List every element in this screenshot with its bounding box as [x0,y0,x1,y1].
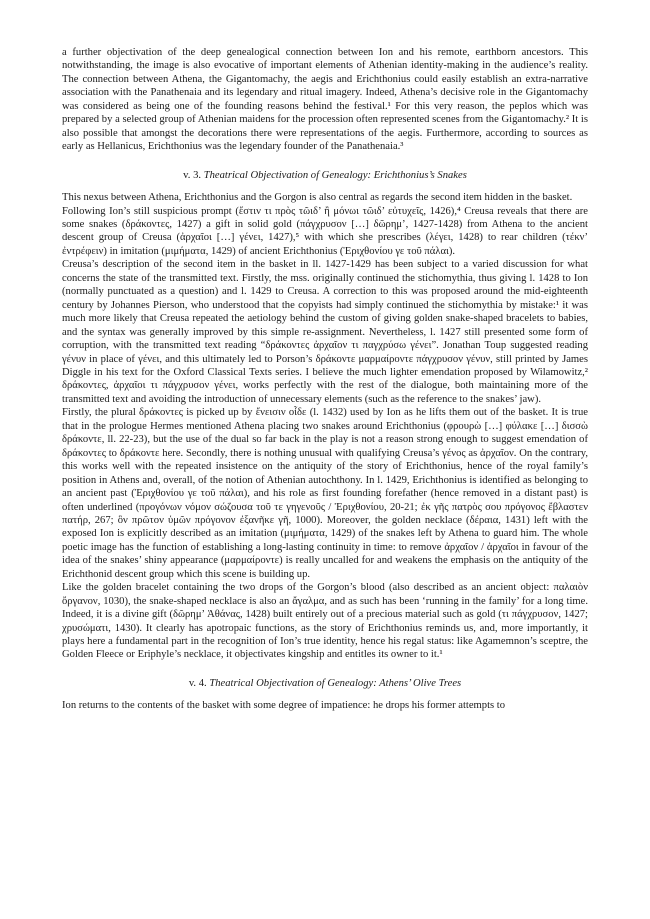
section-number: v. 3. [183,169,202,181]
paragraph-7: Ion returns to the contents of the basket with some degree of impatience: he drops his former attempts to [62,700,506,712]
paragraph-5: Firstly, the plural δράκοντες is picked up by ἔνεισιν οἶδε (l. 1432) used by Ion as he lifts them out of the basket. It is true that in the prologue Hermes mentioned Athena placing two snakes around Erichthonius (φρουρὼ […] φύλακε […] δισσὼ δράκοντε, ll. 22-23), but the use of the dual so far back in the play is not a reason strong enough to suggest emendation of δράκοντες to δράκοντε here. Secondly, there is nothing unusual with qualifying Creusa’s γένος as ἀρχαῖον. On the contrary, this works well with the repeated insistence on the antiquity of the story of Erichthonius, hence of the royal family’s position in Athens and, overall, of the notion of Athenian autochthony. In l. 1429, Erichthonius is identified as belonging to an ancient past (Ἐριχθονίου γε τοῦ πάλαι), and his role as first founding forefather (hence removed in a distant past) is often underlined (προγόνων νόμον σώζουσα τοῦ τε γηγενοῦς / Ἐριχθονίου, 20-21; ἐκ γῆς πατρὸς σου πρόγονος ἔβλαστεν πατήρ, 267; ὃν πρῶτον ὑμῶν πρόγονον ἐξανῆκε γῆ, 1000). Moreover, the golden necklace (δέραια, 1431) left with the exposed Ion is explicitly described as an imitation (μιμήματα, 1429) of the snakes left by Athena to guard him. The whole poetic image has the function of establishing a long-lasting continuity in time: to remove ἀρχαῖον / ἀρχαῖοι in favour of the idea of the snakes’ shiny appearance (μαρμαίροντε) is really uncalled for and weakens the emphasis on the antiquity of the Erichthonid descent group which this scene is building up. [62,407,588,580]
section-title: Theatrical Objectivation of Genealogy: Erichthonius’s Snakes [203,169,467,181]
paragraph-3: Following Ion’s still suspicious prompt (ἔστιν τι πρὸς τῶιδ’ ἢ μόνωι τῶιδ’ εὐτυχεῖς, 1426),⁴ Creusa reveals that there are some snakes (δράκοντες, 1427) a gift in solid gold (πάγχρυσον […] δῶρημ’, 1427-1428) from Athena to the ancient descent group of Creusa (ἀρχαῖοι […] γένει, 1427),⁵ with which she prescribes (λέγει, 1428) to rear children (τέκν’ ἐντρέφειν) in imitation (μιμήματα, 1429) of ancient Erichthonius (Ἐριχθονίου γε τοῦ πάλαι). [62,205,588,257]
section-heading-v3 [62,169,588,182]
paragraph-6: Like the golden bracelet containing the two drops of the Gorgon’s blood (also described as an ancient object: παλαιὸν ὄργανον, 1030), the snake-shaped necklace is also an ἄγαλμα, and as such has been ‘running in the family’ for a long time. Indeed, it is a divine gift (δῶρημ’ Ἀθάνας, 1428) built entirely out of a precious material such as gold (τι πάγχρυσον, 1427; χρυσώματι, 1430). It clearly has apotropaic functions, as the story of Erichthonius reminds us, and, more importantly, it plays here a fundamental part in the recognition of Ion’s true identity, hence his regal status: like Agamemnon’s sceptre, the Golden Fleece or Eriphyle’s necklace, it objectivates kingship and entitles its owner to it.¹ [62,582,588,661]
paragraph-4: Creusa’s description of the second item in the basket in ll. 1427-1429 has been subject to a varied discussion for what concerns the state of the transmitted text. Firstly, the mss. originally continued the stichomythia, thus giving l. 1428 to Ion (normally punctuated as a question) and l. 1429 to Creusa. A correction to this was proposed around the mid-eighteenth century by Johannes Pierson, who understood that the copyists had simply continued the stichomythia by mistake:¹ it was much more likely that Creusa repeated the aetiology behind the custom of giving golden snake-shaped bracelets to babies, and the syntax was generally improved by this simple re-assignment. Nevertheless, l. 1427 still presented some form of corruption, with the transmitted text reading “δράκοντες ἀρχαῖον τι παγχρύσω γένει”. Jonathan Toup suggested reading γένυν in place of γένει, and this ultimately led to Porson’s δράκοντε μαρμαίροντε πάγχρυσον γένυν, still printed by James Diggle in his text for the Oxford Classical Texts series. I believe the much lighter emendation proposed by Wilamowitz,² δράκοντες, ἀρχαῖοι τι πάγχρυσον γένει, works perfectly with the rest of the dialogue, both maintaining more of the transmitted text and avoiding the introduction of unnecessary elements (such as the reference to the snakes’ jaw). [62,259,588,405]
section-number: v. 4. [188,677,207,689]
paragraph-1: a further objectivation of the deep genealogical connection between Ion and his remote, earthborn ancestors. This notwithstanding, the image is also evocative of important elements of Athenian identity-making in the audience’s reality. The connection between Athena, the Gigantomachy, the aegis and Erichthonius could easily establish an extra-narrative association with the Panathenaia and its legendary and ritual imagery. Indeed, Athena’s decisive role in the Gigantomachy was considered as being one of the founding reasons behind the festival.¹ For this very reason, the peplos which was prepared by a selected group of Athenian maidens for the procession often represented scenes from the Gigantomachy.² It is also possible that amongst the decorations there were representations of the aegis. Furthermore, according to sources as early as Hellanicus, Erichthonius was the legendary founder of the Panathenaia.³ [62,47,588,153]
section-heading-v4 [62,677,588,690]
section-title: Theatrical Objectivation of Genealogy: Athens’ Olive Trees [209,677,462,689]
page-body [62,46,588,713]
paragraph-2: This nexus between Athena, Erichthonius and the Gorgon is also central as regards the second item hidden in the basket. [62,192,573,204]
